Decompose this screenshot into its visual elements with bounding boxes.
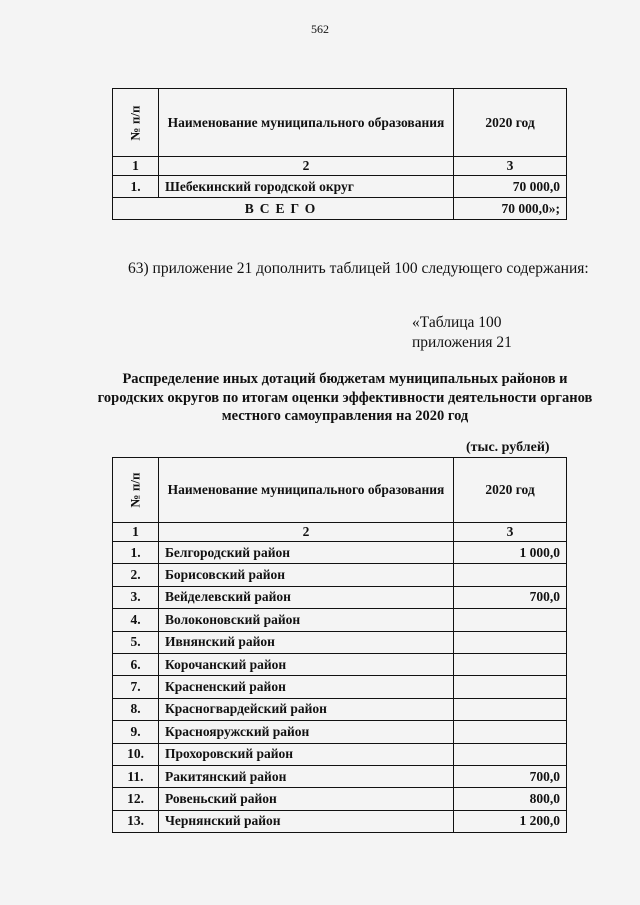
row-value bbox=[454, 564, 567, 586]
index-cell: 3 bbox=[454, 157, 567, 176]
table-row bbox=[113, 542, 567, 564]
table-total-row bbox=[113, 198, 567, 220]
table-heading: Распределение иных дотаций бюджетам муниципальных районов и городских округов по итогам оценки эффективности деятельности органов местного самоуправления на 2020 год bbox=[97, 371, 593, 424]
index-cell: 3 bbox=[454, 523, 567, 542]
units-label: (тыс. рублей) bbox=[466, 440, 550, 455]
table-header-row bbox=[113, 89, 567, 157]
table-row bbox=[113, 721, 567, 743]
row-number: 3. bbox=[113, 586, 159, 608]
table-row bbox=[113, 176, 567, 198]
header-year: 2020 год bbox=[454, 89, 567, 157]
total-value: 70 000,0»; bbox=[454, 198, 567, 220]
row-name: Корочанский район bbox=[159, 653, 454, 675]
row-name: Вейделевский район bbox=[159, 586, 454, 608]
table-row bbox=[113, 653, 567, 675]
row-number: 1. bbox=[113, 176, 159, 198]
row-value: 70 000,0 bbox=[454, 176, 567, 198]
subsidy-distribution-table bbox=[112, 457, 567, 833]
row-number: 9. bbox=[113, 721, 159, 743]
row-name: Чернянский район bbox=[159, 810, 454, 832]
table-index-row bbox=[113, 523, 567, 542]
table-row bbox=[113, 698, 567, 720]
row-value bbox=[454, 653, 567, 675]
table-caption-line-1: «Таблица 100 bbox=[412, 314, 502, 331]
table-header-row bbox=[113, 458, 567, 523]
index-cell: 1 bbox=[113, 523, 159, 542]
table-row bbox=[113, 609, 567, 631]
row-value: 1 000,0 bbox=[454, 542, 567, 564]
row-number: 12. bbox=[113, 788, 159, 810]
row-value bbox=[454, 676, 567, 698]
row-number: 6. bbox=[113, 653, 159, 675]
instruction-paragraph: 63) приложение 21 дополнить таблицей 100 следующего содержания: bbox=[128, 260, 589, 277]
index-cell: 1 bbox=[113, 157, 159, 176]
table-row bbox=[113, 788, 567, 810]
row-name: Ракитянский район bbox=[159, 765, 454, 787]
subsidy-table-shebekino bbox=[112, 88, 567, 220]
row-name: Прохоровский район bbox=[159, 743, 454, 765]
header-name: Наименование муниципального образования bbox=[159, 458, 454, 523]
row-number: 1. bbox=[113, 542, 159, 564]
row-value bbox=[454, 743, 567, 765]
index-cell: 2 bbox=[159, 523, 454, 542]
table-row bbox=[113, 765, 567, 787]
header-name: Наименование муниципального образования bbox=[159, 89, 454, 157]
row-number: 11. bbox=[113, 765, 159, 787]
row-number: 13. bbox=[113, 810, 159, 832]
row-name: Шебекинский городской округ bbox=[159, 176, 454, 198]
row-value bbox=[454, 721, 567, 743]
header-number: № п/п bbox=[113, 89, 159, 157]
row-value: 1 200,0 bbox=[454, 810, 567, 832]
row-value: 800,0 bbox=[454, 788, 567, 810]
table-row bbox=[113, 631, 567, 653]
table-caption-line-2: приложения 21 bbox=[412, 334, 512, 351]
row-name: Волоконовский район bbox=[159, 609, 454, 631]
row-value bbox=[454, 631, 567, 653]
table-row bbox=[113, 810, 567, 832]
table-row bbox=[113, 586, 567, 608]
row-name: Краснояружский район bbox=[159, 721, 454, 743]
row-name: Ивнянский район bbox=[159, 631, 454, 653]
header-number: № п/п bbox=[113, 458, 159, 523]
row-name: Борисовский район bbox=[159, 564, 454, 586]
row-value: 700,0 bbox=[454, 765, 567, 787]
total-label: ВСЕГО bbox=[113, 198, 454, 220]
row-number: 7. bbox=[113, 676, 159, 698]
row-name: Красненский район bbox=[159, 676, 454, 698]
page-number: 562 bbox=[311, 22, 329, 36]
row-name: Белгородский район bbox=[159, 542, 454, 564]
row-value bbox=[454, 698, 567, 720]
row-number: 4. bbox=[113, 609, 159, 631]
row-number: 5. bbox=[113, 631, 159, 653]
row-number: 10. bbox=[113, 743, 159, 765]
table-row bbox=[113, 743, 567, 765]
table-row bbox=[113, 564, 567, 586]
row-name: Ровеньский район bbox=[159, 788, 454, 810]
table-row bbox=[113, 676, 567, 698]
header-year: 2020 год bbox=[454, 458, 567, 523]
row-number: 2. bbox=[113, 564, 159, 586]
row-value: 700,0 bbox=[454, 586, 567, 608]
row-name: Красногвардейский район bbox=[159, 698, 454, 720]
table-index-row bbox=[113, 157, 567, 176]
row-number: 8. bbox=[113, 698, 159, 720]
index-cell: 2 bbox=[159, 157, 454, 176]
row-value bbox=[454, 609, 567, 631]
